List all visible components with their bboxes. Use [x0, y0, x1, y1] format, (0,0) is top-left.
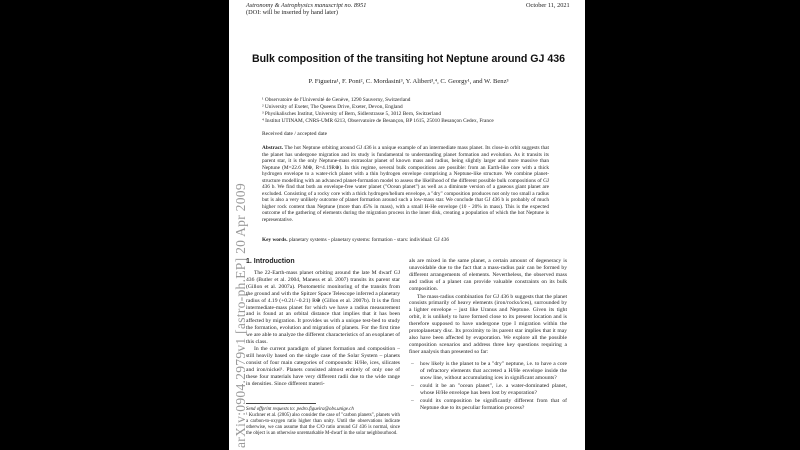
footnote-rule [246, 403, 316, 404]
right-column [409, 258, 567, 414]
affiliation: ⁴ Institut UTINAM, CNRS-UMR 6213, Observatoire de Besançon, BP 1615, 25010 Besançon Cedex, France [262, 118, 494, 124]
arxiv-stamp-text: arXiv:0904.2979v1 [astro-ph.EP] 20 Apr 2009 [233, 183, 248, 448]
keywords-label: Key words. [262, 237, 288, 243]
footnotes [246, 407, 400, 437]
left-column [246, 270, 400, 402]
affiliation: ³ Physikalisches Institut, University of Bern, Sidlerstrasse 5, 3012 Bern, Switzerland [262, 111, 442, 117]
list-item: – could it be an "ocean planet", i.e. a water-dominated planet, whose H/He envelope has been lost by evaporation? [409, 383, 567, 397]
question-list [409, 361, 567, 412]
keywords [262, 237, 549, 243]
footnote-text: ¹ Kuchner et al. (2005) also consider the case of "carbon planets", planets with a carbon-to-oxygen ratio higher than unity. Until the observations indicate otherwise, we can assume that the C/O ratio around GJ 436 is normal, since the object is an otherwise unremarkable M-dwarf in the solar neighbourhood. [246, 413, 400, 437]
journal-line: Astronomy & Astrophysics manuscript no. 8951 [246, 2, 367, 9]
abstract [262, 145, 549, 224]
received-accepted-dates: Received date / accepted date [262, 131, 328, 137]
paper-title: Bulk composition of the transiting hot Neptune around GJ 436 [251, 53, 566, 65]
doi-line: (DOI: will be inserted by hand later) [246, 9, 338, 17]
affiliations [262, 97, 494, 125]
abstract-label: Abstract. [262, 145, 284, 151]
running-header [246, 2, 366, 17]
list-item: – could its composition be significantly different from that of Neptune due to its peculiar formation process? [409, 398, 567, 412]
author-list: P. Figueira¹, F. Pont², C. Mordasini³, Y. Alibert³,⁴, C. Georgy¹, and W. Benz³ [308, 78, 509, 85]
offprint-note: Send offprint requests to: pedro.figueira@obs.unige.ch [246, 407, 354, 412]
section-heading: 1. Introduction [246, 258, 295, 265]
affiliation: ² University of Exeter, The Queens Drive, Exeter, Devon, England [262, 104, 403, 110]
paragraph: The 22-Earth-mass planet orbiting around the late M dwarf GJ 436 (Butler et al. 2004, Maness et al. 2007) transits its parent star (Gillon et al. 2007a). Photometric monitoring of the transits from the ground and with the Spitzer Space Telescope inferred a planetary radius of 4.19 (+0.21/−0.21) R⊕ (Gillon et al. 2007b). It is the first intermediate-mass planet for which we have a radius measurement and is found at an orbital distance that implies that it has been affected by migration. It provides us with a unique test-bed to study the formation, evolution and migration of planets. For the first time we are able to analyze the different characteristics of an exoplanet of this class. [246, 270, 400, 346]
paragraph: als are mixed in the same planet, a certain amount of degeneracy is unavoidable due to the fact that a mass-radius pair can be formed by different arrangements of elements. Nevertheless, the observed mass and radius of a planet can provide valuable constraints on its bulk composition. [409, 258, 567, 292]
paragraph: In the current paradigm of planet formation and composition – still heavily based on the single case of the Solar System – planets consist of four main categories of compounds: H/He, ices, silicates and iron/nickel¹. Planets consisted almost entirely of only one of these four materials have very different radii due to the wide range in densities. Since different materi- [246, 345, 400, 387]
paragraph: The mass-radius combination for GJ 436 b suggests that the planet consists primarily of heavy elements (iron/rocks/ices), surrounded by a lighter envelope – just like Uranus and Neptune. Given its tight orbit, it is unlikely to have formed close to its present location and is therefore supposed to have undergone type I migration within the protoplanetary disc. Its proximity to its parent star implies that it may also have been affected by evaporation. We explore all the possible composition scenarios and address three key questions requiring a finer analysis than presented so far: [409, 293, 567, 355]
abstract-text: The hot Neptune orbiting around GJ 436 is a unique example of an intermediate mass planet. Its close-in orbit suggests that the planet has undergone migration and its study is fundamental to understanding planet formation and evolution. As it transits its parent star, it is the only Neptune-mass extrasolar planet of known mass and radius, being slightly larger and more massive than Neptune (M=22.6 M⊕, R=4.19R⊕). In this regime, several bulk compositions are possible: from an Earth-like core with a thick hydrogen envelope to a water-rich planet with a thin hydrogen envelope comprising a Neptune-like structure. We combine planet-structure modelling with an advanced planet-formation model to assess the likelihood of the different possible bulk compositions of GJ 436 b. We find that both an envelope-free water planet ("Ocean planet") as well as a diminute version of a gaseous giant planet are excluded. Consisting of a rocky core with a thick hydrogen/helium envelope, a "dry" composition produces not only too small a radius but is also a very unlikely outcome of planet formation around such a low-mass star. We conclude that GJ 436 b is probably of much higher rock content than Neptune (more than 45% in mass), with a small H-He envelope (10 - 20% in mass). This is the expected outcome of the gathering of elements during the migration process in the inner disk, creating a population of which the hot Neptune is representative. [262, 145, 549, 224]
keywords-text: planetary systems - planetary systems: formation - stars: individual: GJ 436 [288, 237, 449, 243]
list-item: – how likely is the planet to be a "dry" neptune, i.e. to have a core of refractory elements that accreted a H/He envelope inside the snow line, without accumulating ices in significant amounts? [409, 361, 567, 382]
header-date: October 11, 2021 [526, 2, 570, 9]
affiliation: ¹ Observatoire de l'Université de Genève, 1290 Sauverny, Switzerland [262, 97, 411, 103]
